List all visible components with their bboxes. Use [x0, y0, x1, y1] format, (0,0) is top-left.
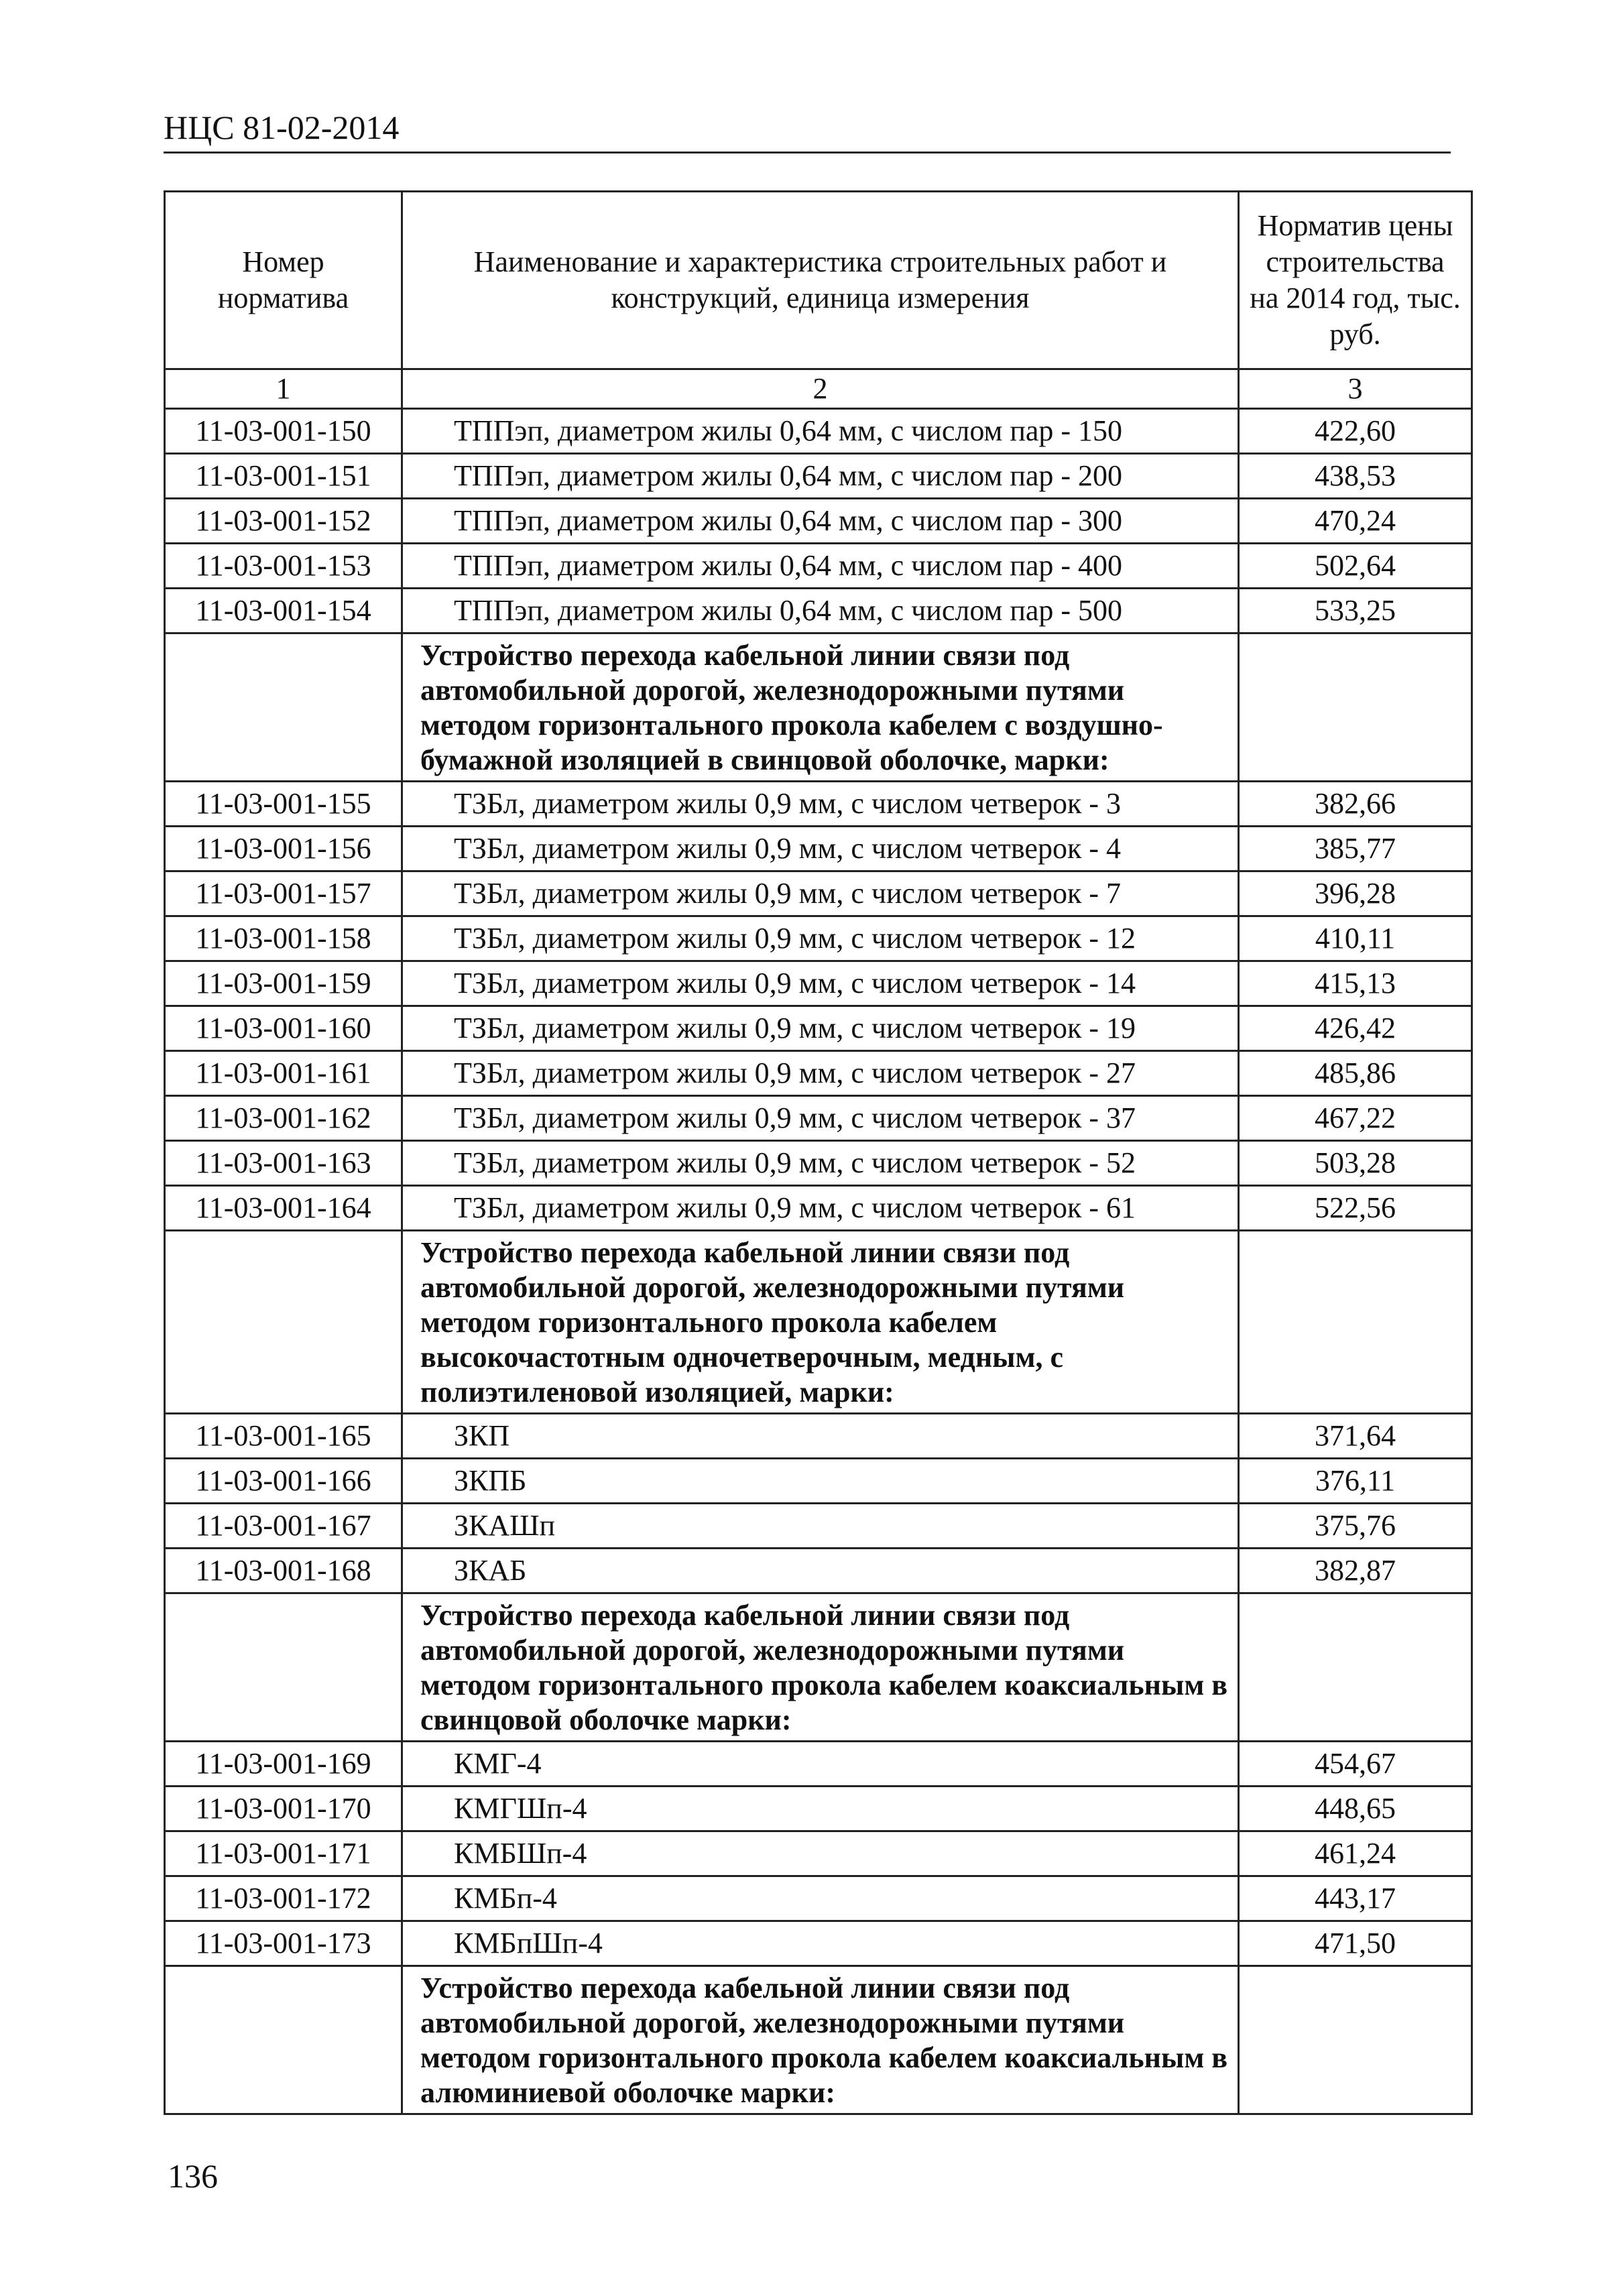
- norm-price-cell: 461,24: [1239, 1831, 1472, 1876]
- section-title: Устройство перехода кабельной линии связи под автомобильной дорогой, железнодорожными путями методом горизонтального прокола кабелем коаксиальным в алюминиевой оболочке марки:: [402, 1966, 1239, 2114]
- norm-name-cell: ТЗБл, диаметром жилы 0,9 мм, с числом четверок - 14: [402, 961, 1239, 1006]
- norm-name-cell: КМГШп-4: [402, 1787, 1239, 1831]
- table-row: [165, 499, 1472, 544]
- norm-name-cell: ЗКПБ: [402, 1459, 1239, 1504]
- table-row: [165, 827, 1472, 871]
- table-row: [165, 454, 1472, 499]
- table-row: [165, 589, 1472, 633]
- column-header-price: Норматив цены строительства на 2014 год, тыс. руб.: [1239, 192, 1472, 369]
- norm-price-cell: 438,53: [1239, 454, 1472, 499]
- norm-name-cell: ТППэп, диаметром жилы 0,64 мм, с числом пар - 300: [402, 499, 1239, 544]
- norm-price-cell: 502,64: [1239, 544, 1472, 589]
- norm-price-cell: 448,65: [1239, 1787, 1472, 1831]
- norm-name-cell: ЗКАБ: [402, 1549, 1239, 1593]
- empty-cell: [1239, 1231, 1472, 1414]
- empty-cell: [1239, 1966, 1472, 2114]
- table-row: [165, 1096, 1472, 1141]
- table-row: [165, 1787, 1472, 1831]
- page-number: 136: [168, 2157, 218, 2195]
- column-number: 2: [402, 369, 1239, 409]
- column-number: 1: [165, 369, 402, 409]
- empty-cell: [165, 633, 402, 782]
- norm-code-cell: 11-03-001-159: [165, 961, 402, 1006]
- empty-cell: [165, 1593, 402, 1742]
- table-row: [165, 1459, 1472, 1504]
- norm-price-cell: 422,60: [1239, 409, 1472, 454]
- norm-name-cell: ТППэп, диаметром жилы 0,64 мм, с числом пар - 400: [402, 544, 1239, 589]
- table-row: [165, 961, 1472, 1006]
- norm-code-cell: 11-03-001-158: [165, 916, 402, 961]
- norm-code-cell: 11-03-001-165: [165, 1414, 402, 1459]
- norm-name-cell: ТЗБл, диаметром жилы 0,9 мм, с числом четверок - 19: [402, 1006, 1239, 1051]
- norm-price-cell: 382,87: [1239, 1549, 1472, 1593]
- section-heading-row: [165, 633, 1472, 782]
- table-row: [165, 1414, 1472, 1459]
- table-header-row: [165, 192, 1472, 369]
- norm-price-cell: 533,25: [1239, 589, 1472, 633]
- empty-cell: [1239, 633, 1472, 782]
- norm-code-cell: 11-03-001-155: [165, 782, 402, 827]
- norm-price-cell: 470,24: [1239, 499, 1472, 544]
- norm-price-cell: 376,11: [1239, 1459, 1472, 1504]
- norm-name-cell: КМБпШп-4: [402, 1921, 1239, 1966]
- table-row: [165, 1876, 1472, 1921]
- norm-price-cell: 371,64: [1239, 1414, 1472, 1459]
- table-row: [165, 1831, 1472, 1876]
- norms-table: [164, 190, 1473, 2115]
- norm-price-cell: 385,77: [1239, 827, 1472, 871]
- norm-price-cell: 426,42: [1239, 1006, 1472, 1051]
- norm-code-cell: 11-03-001-173: [165, 1921, 402, 1966]
- norm-price-cell: 375,76: [1239, 1504, 1472, 1549]
- section-heading-row: [165, 1966, 1472, 2114]
- norm-price-cell: 443,17: [1239, 1876, 1472, 1921]
- norm-price-cell: 471,50: [1239, 1921, 1472, 1966]
- section-title: Устройство перехода кабельной линии связи под автомобильной дорогой, железнодорожными путями методом горизонтального прокола кабелем коаксиальным в свинцовой оболочке марки:: [402, 1593, 1239, 1742]
- table-row: [165, 916, 1472, 961]
- table-row: [165, 1921, 1472, 1966]
- section-heading-row: [165, 1593, 1472, 1742]
- norm-price-cell: 503,28: [1239, 1141, 1472, 1186]
- table-row: [165, 544, 1472, 589]
- table-row: [165, 1742, 1472, 1787]
- norm-name-cell: КМБп-4: [402, 1876, 1239, 1921]
- norm-code-cell: 11-03-001-170: [165, 1787, 402, 1831]
- norm-code-cell: 11-03-001-163: [165, 1141, 402, 1186]
- norm-code-cell: 11-03-001-156: [165, 827, 402, 871]
- norm-price-cell: 415,13: [1239, 961, 1472, 1006]
- norm-price-cell: 467,22: [1239, 1096, 1472, 1141]
- table-row: [165, 1141, 1472, 1186]
- norm-code-cell: 11-03-001-172: [165, 1876, 402, 1921]
- norm-name-cell: ТЗБл, диаметром жилы 0,9 мм, с числом четверок - 27: [402, 1051, 1239, 1096]
- norm-name-cell: ТППэп, диаметром жилы 0,64 мм, с числом пар - 500: [402, 589, 1239, 633]
- norm-name-cell: ТЗБл, диаметром жилы 0,9 мм, с числом четверок - 3: [402, 782, 1239, 827]
- table-row: [165, 1504, 1472, 1549]
- norm-name-cell: ТЗБл, диаметром жилы 0,9 мм, с числом четверок - 37: [402, 1096, 1239, 1141]
- table-row: [165, 1186, 1472, 1231]
- norm-code-cell: 11-03-001-164: [165, 1186, 402, 1231]
- norm-price-cell: 396,28: [1239, 871, 1472, 916]
- norm-price-cell: 522,56: [1239, 1186, 1472, 1231]
- table-row: [165, 409, 1472, 454]
- norm-name-cell: ТЗБл, диаметром жилы 0,9 мм, с числом четверок - 7: [402, 871, 1239, 916]
- column-number-row: [165, 369, 1472, 409]
- norm-code-cell: 11-03-001-161: [165, 1051, 402, 1096]
- table-row: [165, 871, 1472, 916]
- norm-code-cell: 11-03-001-167: [165, 1504, 402, 1549]
- section-heading-row: [165, 1231, 1472, 1414]
- norm-name-cell: ЗКАШп: [402, 1504, 1239, 1549]
- document-code-header: НЦС 81-02-2014: [164, 107, 1451, 154]
- norm-code-cell: 11-03-001-150: [165, 409, 402, 454]
- norm-code-cell: 11-03-001-168: [165, 1549, 402, 1593]
- norm-price-cell: 410,11: [1239, 916, 1472, 961]
- norm-name-cell: ТППэп, диаметром жилы 0,64 мм, с числом пар - 150: [402, 409, 1239, 454]
- empty-cell: [165, 1966, 402, 2114]
- column-header-name: Наименование и характеристика строительных работ и конструкций, единица измерения: [402, 192, 1239, 369]
- norm-name-cell: ТЗБл, диаметром жилы 0,9 мм, с числом четверок - 61: [402, 1186, 1239, 1231]
- norm-code-cell: 11-03-001-157: [165, 871, 402, 916]
- table-row: [165, 1051, 1472, 1096]
- norm-name-cell: ТЗБл, диаметром жилы 0,9 мм, с числом четверок - 12: [402, 916, 1239, 961]
- norm-price-cell: 485,86: [1239, 1051, 1472, 1096]
- section-title: Устройство перехода кабельной линии связи под автомобильной дорогой, железнодорожными путями методом горизонтального прокола кабелем с воздушно-бумажной изоляцией в свинцовой оболочке, марки:: [402, 633, 1239, 782]
- norm-code-cell: 11-03-001-160: [165, 1006, 402, 1051]
- table-row: [165, 782, 1472, 827]
- column-header-code: Номер норматива: [165, 192, 402, 369]
- norm-code-cell: 11-03-001-153: [165, 544, 402, 589]
- norm-name-cell: ТЗБл, диаметром жилы 0,9 мм, с числом четверок - 4: [402, 827, 1239, 871]
- norm-code-cell: 11-03-001-171: [165, 1831, 402, 1876]
- norm-name-cell: ТППэп, диаметром жилы 0,64 мм, с числом пар - 200: [402, 454, 1239, 499]
- norm-name-cell: ЗКП: [402, 1414, 1239, 1459]
- norm-code-cell: 11-03-001-154: [165, 589, 402, 633]
- table-body: [165, 409, 1472, 2114]
- norm-name-cell: ТЗБл, диаметром жилы 0,9 мм, с числом четверок - 52: [402, 1141, 1239, 1186]
- norm-code-cell: 11-03-001-166: [165, 1459, 402, 1504]
- norm-code-cell: 11-03-001-151: [165, 454, 402, 499]
- empty-cell: [1239, 1593, 1472, 1742]
- column-number: 3: [1239, 369, 1472, 409]
- norm-code-cell: 11-03-001-152: [165, 499, 402, 544]
- norm-price-cell: 382,66: [1239, 782, 1472, 827]
- norm-code-cell: 11-03-001-162: [165, 1096, 402, 1141]
- empty-cell: [165, 1231, 402, 1414]
- section-title: Устройство перехода кабельной линии связи под автомобильной дорогой, железнодорожными путями методом горизонтального прокола кабелем высокочастотным одночетверочным, медным, с полиэтиленовой изоляцией, марки:: [402, 1231, 1239, 1414]
- norm-price-cell: 454,67: [1239, 1742, 1472, 1787]
- norm-code-cell: 11-03-001-169: [165, 1742, 402, 1787]
- norm-name-cell: КМБШп-4: [402, 1831, 1239, 1876]
- table-row: [165, 1549, 1472, 1593]
- table-row: [165, 1006, 1472, 1051]
- norm-name-cell: КМГ-4: [402, 1742, 1239, 1787]
